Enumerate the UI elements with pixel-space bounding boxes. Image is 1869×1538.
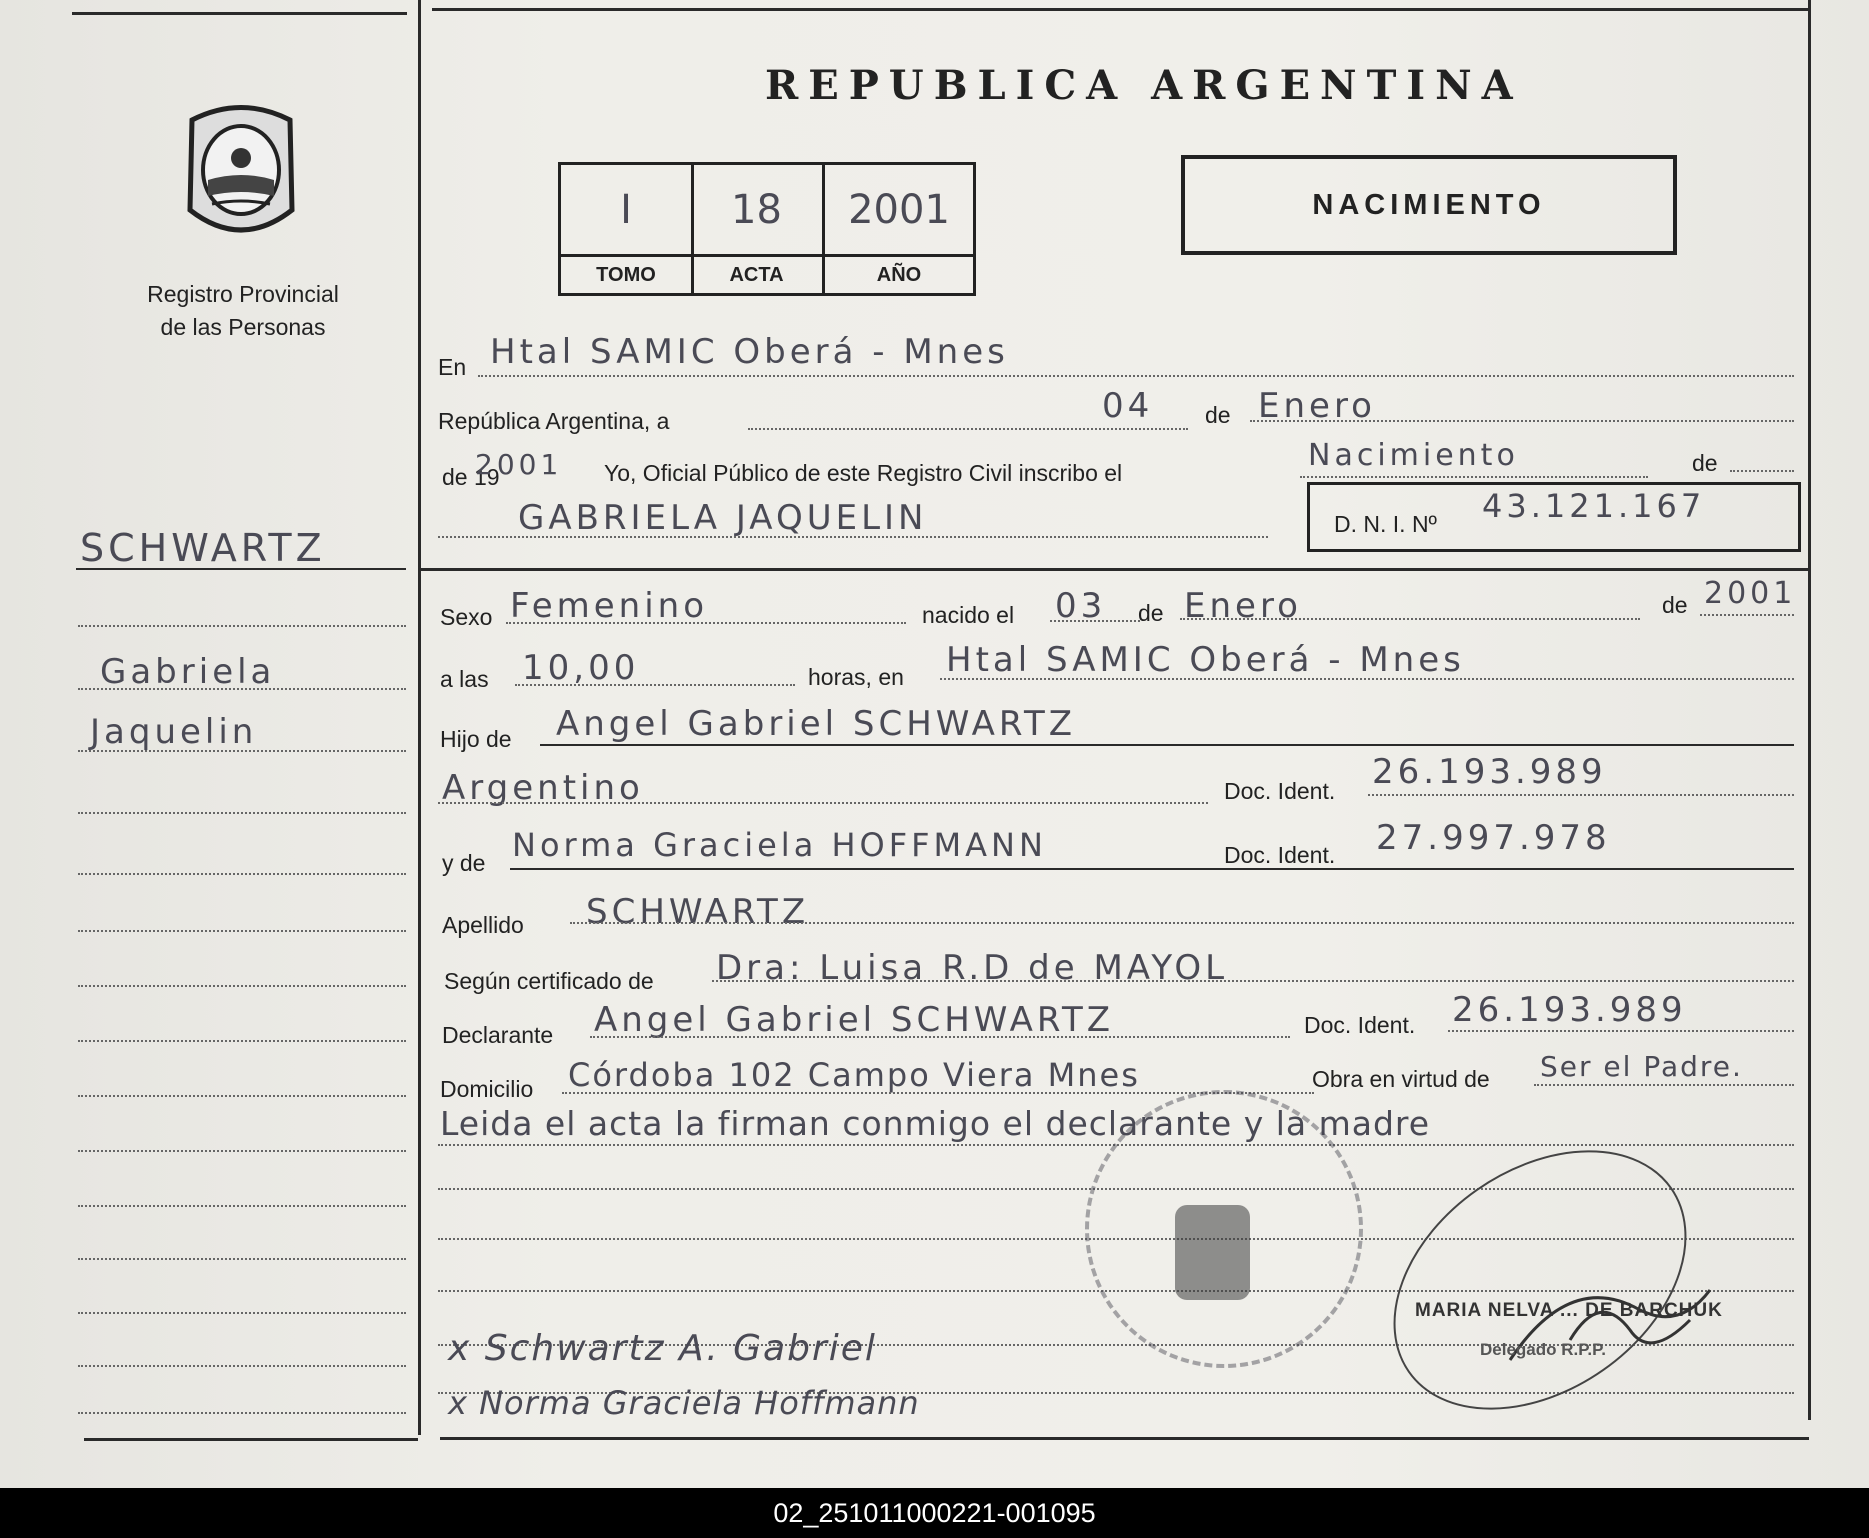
margin-dotline: [78, 812, 406, 814]
field-nacido-dia: 03: [1055, 586, 1107, 626]
label-dni: D. N. I. Nº: [1334, 511, 1437, 537]
dotline: [438, 536, 1268, 538]
dotline: [712, 980, 1794, 982]
registry-name: [118, 278, 368, 344]
dotline: [1534, 1084, 1794, 1086]
tomo-value: I: [620, 187, 632, 233]
registry-line-2: de las Personas: [160, 314, 326, 340]
image-id-footer: 02_251011000221-001095: [0, 1488, 1869, 1538]
margin-dotline: [78, 1312, 406, 1314]
madre-rule: [510, 868, 1794, 870]
margin-surname-rule: [76, 568, 406, 570]
label-doc-padre: Doc. Ident.: [1224, 778, 1336, 804]
field-madre: Norma Graciela HOFFMANN: [512, 826, 1047, 864]
dotline: [506, 622, 906, 624]
field-padre-doc: 26.193.989: [1372, 752, 1607, 792]
field-leida: Leida el acta la firman conmigo el declarante y la madre: [440, 1104, 1431, 1143]
label-segun: Según certificado de: [444, 968, 654, 994]
label-de-4: de: [1662, 592, 1688, 618]
margin-first-name: Gabriela: [100, 652, 276, 692]
label-hijo-de: Hijo de: [440, 726, 512, 752]
dotline: [1250, 420, 1794, 422]
dotline: [1368, 794, 1794, 796]
acta-value: 18: [731, 187, 782, 233]
top-rule-right: [432, 8, 1809, 11]
field-apellido: SCHWARTZ: [586, 892, 810, 932]
margin-dotline: [78, 1150, 406, 1152]
field-lugar-nacimiento: Htal SAMIC Oberá - Mnes: [946, 640, 1465, 680]
field-madre-doc: 27.997.978: [1376, 818, 1611, 858]
margin-surname: SCHWARTZ: [80, 526, 326, 570]
field-declarante-doc: 26.193.989: [1452, 990, 1687, 1030]
signature-padre: x Schwartz A. Gabriel: [448, 1328, 877, 1369]
margin-dotline: [78, 625, 406, 627]
label-de-3: de: [1138, 600, 1164, 626]
record-number-box: [558, 162, 976, 296]
dotline: [1700, 614, 1794, 616]
label-declarante: Declarante: [442, 1022, 554, 1048]
label-republica: República Argentina, a: [438, 408, 670, 434]
dotline: [940, 678, 1794, 680]
label-de-year: de 19: [442, 464, 500, 490]
dotline: [1300, 476, 1648, 478]
label-sexo: Sexo: [440, 604, 493, 630]
margin-dotline: [78, 1095, 406, 1097]
dni-box: [1307, 482, 1801, 552]
margin-dotline: [78, 1258, 406, 1260]
dotline: [590, 1036, 1290, 1038]
label-nacido: nacido el: [922, 602, 1015, 628]
certificate-type-box: NACIMIENTO: [1181, 155, 1677, 255]
margin-dotline: [78, 873, 406, 875]
field-sexo: Femenino: [510, 586, 708, 626]
label-de-2: de: [1692, 450, 1718, 476]
bottom-rule-left: [84, 1438, 418, 1441]
padre-rule: [540, 744, 1794, 746]
ano-cell: [825, 165, 973, 293]
margin-dotline: [78, 930, 406, 932]
dotline: [1730, 470, 1794, 472]
field-dni: 43.121.167: [1482, 487, 1706, 525]
field-certificado: Dra: Luisa R.D de MAYOL: [716, 948, 1229, 988]
official-name: MARIA NELVA ... DE BARCHUK: [1415, 1300, 1723, 1321]
right-border: [1808, 0, 1811, 1420]
dotline: [570, 922, 1794, 924]
field-obra: Ser el Padre.: [1540, 1050, 1743, 1083]
label-doc-declarante: Doc. Ident.: [1304, 1012, 1416, 1038]
bottom-rule-right: [440, 1437, 1809, 1440]
field-nombre: GABRIELA JAQUELIN: [518, 498, 928, 538]
label-a-las: a las: [440, 666, 489, 692]
acta-label: ACTA: [691, 254, 822, 293]
top-rule-left: [72, 12, 407, 15]
dotline: [1050, 620, 1140, 622]
field-mes: Enero: [1258, 386, 1376, 426]
field-dia: 04: [1102, 386, 1154, 426]
label-de: de: [1205, 402, 1231, 428]
label-en: En: [438, 354, 467, 380]
label-apellido: Apellido: [442, 912, 524, 938]
column-divider: [418, 0, 421, 1435]
label-y-de: y de: [442, 850, 486, 876]
field-nacido-anio: 2001: [1704, 576, 1797, 611]
dotline: [438, 802, 1208, 804]
registry-line-1: Registro Provincial: [147, 281, 339, 307]
field-acto: Nacimiento: [1308, 438, 1519, 473]
margin-middle-name: Jaquelin: [90, 712, 258, 752]
margin-dotline: [78, 1040, 406, 1042]
page-title: REPUBLICA ARGENTINA: [765, 62, 1523, 109]
label-yo: Yo, Oficial Público de este Registro Civil inscribo el: [604, 460, 1123, 486]
section-separator: [420, 568, 1810, 571]
official-title: Delegado R.P.P.: [1480, 1340, 1606, 1359]
label-obra: Obra en virtud de: [1312, 1066, 1490, 1092]
field-domicilio: Córdoba 102 Campo Viera Mnes: [568, 1056, 1140, 1094]
field-anio: 2001: [475, 448, 563, 481]
margin-dotline: [78, 688, 406, 690]
field-hora: 10,00: [522, 648, 640, 688]
margin-dotline: [78, 1412, 406, 1414]
signature-madre: x Norma Graciela Hoffmann: [448, 1384, 920, 1422]
ano-label: AÑO: [825, 254, 973, 293]
dotline: [478, 375, 1794, 377]
field-declarante: Angel Gabriel SCHWARTZ: [594, 1000, 1115, 1040]
ano-value: 2001: [848, 187, 950, 233]
field-lugar: Htal SAMIC Oberá - Mnes: [490, 332, 1009, 372]
dotline: [1180, 618, 1640, 620]
margin-dotline: [78, 750, 406, 752]
province-seal-icon: [172, 100, 310, 250]
label-doc-madre: Doc. Ident.: [1224, 842, 1336, 868]
tomo-label: TOMO: [561, 254, 691, 293]
stamp-thumbprint: [1175, 1205, 1250, 1300]
official-signature-icon: [1370, 1120, 1730, 1420]
label-horas-en: horas, en: [808, 664, 904, 690]
margin-dotline: [78, 985, 406, 987]
field-nacionalidad: Argentino: [442, 768, 644, 808]
field-padre: Angel Gabriel SCHWARTZ: [556, 704, 1077, 744]
tomo-cell: [561, 165, 694, 293]
margin-dotline: [78, 1365, 406, 1367]
field-nacido-mes: Enero: [1184, 586, 1302, 626]
label-domicilio: Domicilio: [440, 1076, 534, 1102]
dotline: [748, 428, 1188, 430]
acta-cell: [691, 165, 825, 293]
dotline: [515, 684, 795, 686]
margin-dotline: [78, 1205, 406, 1207]
dotline: [1448, 1030, 1794, 1032]
